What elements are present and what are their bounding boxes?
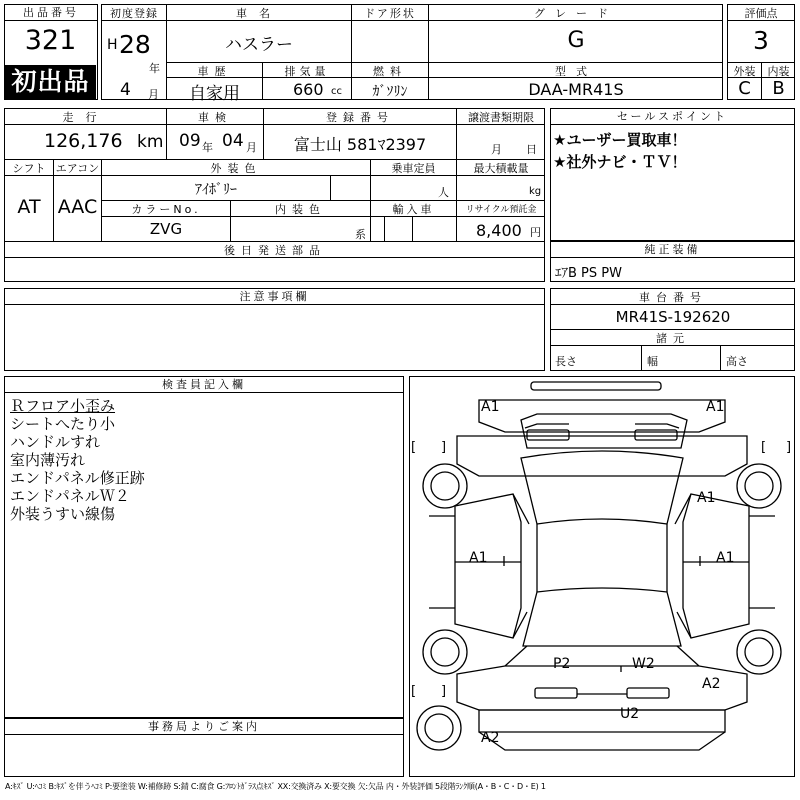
door-label: ドア形状 bbox=[364, 7, 416, 20]
capacity-unit: 人 bbox=[438, 186, 449, 199]
mileage-unit: km bbox=[137, 132, 164, 152]
dims-label: 諸元 bbox=[656, 332, 690, 345]
year-unit: 年 bbox=[149, 62, 160, 75]
ac-label: エアコン bbox=[55, 162, 100, 175]
displacement-value: 660 bbox=[293, 80, 324, 99]
equipment-label: 純正装備 bbox=[551, 242, 794, 258]
shift-label: シフト bbox=[12, 162, 46, 175]
damage-mark-4: A1 bbox=[469, 550, 488, 566]
displacement-label: 排気量 bbox=[284, 65, 330, 78]
damage-mark-8: A2 bbox=[702, 676, 721, 692]
exterior-grade: C bbox=[738, 78, 751, 99]
damage-mark-7: W2 bbox=[632, 656, 655, 672]
recycle-value: 8,400 bbox=[476, 221, 522, 240]
legend-footer: A:ｷｽﾞ U:ﾍｺﾐ B:ｷｽﾞを伴うﾍｺﾐ P:要塗装 W:補修跡 S:錆 C:腐食 G:ﾌﾛﾝﾄｶﾞﾗｽ点ｷｽﾞ XX:交換済み X:要交換 欠:欠品 内・外装評価 5段階ﾗﾝｸ順(A・B・C・D・E) 1 bbox=[5, 782, 546, 791]
inspection-year: 09 bbox=[179, 131, 201, 151]
car-diagram bbox=[409, 376, 795, 777]
history-label: 車歴 bbox=[197, 65, 232, 78]
chassis-label: 車台番号 bbox=[639, 291, 707, 304]
ac-value: AAC bbox=[57, 196, 98, 218]
inspector-line-1: Ｒフロア小歪み bbox=[10, 397, 116, 415]
damage-mark-2: A1 bbox=[706, 399, 725, 415]
transfer-month-unit: 月 bbox=[491, 143, 502, 156]
sales-point-box bbox=[550, 108, 795, 241]
color-no-label: カラーNo. bbox=[131, 203, 201, 216]
mileage-value: 126,176 bbox=[44, 130, 123, 152]
damage-mark-9: U2 bbox=[620, 706, 640, 722]
later-parts-label: 後日発送部品 bbox=[224, 244, 326, 257]
fuel-label: 燃料 bbox=[373, 65, 407, 78]
damage-mark-1: A1 bbox=[481, 399, 500, 415]
shift-value: AT bbox=[17, 196, 41, 218]
inspector-line-4: 室内薄汚れ bbox=[10, 451, 86, 469]
width-label: 幅 bbox=[647, 355, 658, 368]
month-unit: 月 bbox=[148, 88, 159, 101]
first-reg-year: 28 bbox=[119, 30, 151, 59]
first-listing-badge: 初出品 bbox=[5, 65, 96, 99]
bracket-1: [ bbox=[411, 440, 417, 455]
inspector-line-3: ハンドルすれ bbox=[10, 433, 101, 451]
int-color-label: 内装色 bbox=[275, 203, 326, 216]
grade-value: G bbox=[567, 28, 585, 53]
registration-value: 富士山 581ﾏ2397 bbox=[293, 135, 427, 154]
inspector-line-5: エンドパネル修正跡 bbox=[10, 469, 145, 487]
ext-color-value: ｱｲﾎﾞﾘｰ bbox=[195, 182, 237, 198]
inspection-year-unit: 年 bbox=[202, 141, 213, 154]
sales-point-label: セールスポイント bbox=[551, 109, 794, 125]
history-value: 自家用 bbox=[189, 84, 240, 104]
inspector-label: 検査員記入欄 bbox=[5, 377, 403, 393]
recycle-label: リサイクル預託金 bbox=[465, 205, 537, 215]
first-reg-label: 初度登録 bbox=[110, 7, 158, 20]
era: H bbox=[107, 37, 118, 53]
interior-label: 内装 bbox=[767, 65, 790, 78]
transfer-day-unit: 日 bbox=[526, 143, 537, 156]
capacity-label: 乗車定員 bbox=[391, 162, 436, 175]
damage-mark-3: A1 bbox=[697, 490, 716, 506]
score-value: 3 bbox=[753, 26, 769, 55]
exterior-label: 外装 bbox=[733, 65, 756, 78]
grade-label: グレード bbox=[534, 7, 618, 20]
first-reg-month: 4 bbox=[120, 80, 131, 100]
inspector-line-7: 外装うすい線傷 bbox=[10, 505, 116, 523]
inspector-line-2: シートへたり小 bbox=[10, 415, 116, 433]
model-value: DAA-MR41S bbox=[528, 80, 624, 99]
equipment-box bbox=[550, 241, 795, 282]
bracket-2: ] bbox=[441, 440, 447, 455]
lot-number: 321 bbox=[24, 25, 77, 56]
length-label: 長さ bbox=[555, 355, 577, 368]
bracket-4: ] bbox=[786, 440, 792, 455]
interior-grade: B bbox=[772, 78, 785, 99]
registration-label: 登録番号 bbox=[326, 111, 394, 124]
mileage-label: 走行 bbox=[62, 111, 109, 124]
car-name-label: 車名 bbox=[236, 7, 282, 20]
score-label: 評価点 bbox=[744, 7, 778, 20]
bracket-6: ] bbox=[441, 684, 447, 699]
recycle-unit: 円 bbox=[530, 226, 541, 239]
height-label: 高さ bbox=[726, 355, 748, 368]
import-label: 輸入車 bbox=[392, 203, 435, 216]
inspection-month: 04 bbox=[222, 131, 244, 151]
equipment-value: ｴｱB PS PW bbox=[555, 266, 622, 281]
displacement-unit: cc bbox=[331, 86, 342, 97]
ext-color-label: 外装色 bbox=[210, 162, 262, 175]
bracket-3: [ bbox=[761, 440, 767, 455]
inspection-month-unit: 月 bbox=[246, 141, 257, 154]
model-label: 型式 bbox=[555, 65, 597, 78]
damage-mark-6: P2 bbox=[553, 656, 571, 672]
lot-label: 出品番号 bbox=[5, 5, 97, 21]
inspection-label: 車検 bbox=[198, 111, 232, 124]
inspector-line-6: エンドパネルＷ２ bbox=[10, 487, 130, 505]
load-unit: kg bbox=[529, 186, 542, 197]
fuel-value: ｶﾞｿﾘﾝ bbox=[372, 84, 408, 100]
sales-point-2: ★社外ナビ・ＴＶ！ bbox=[553, 153, 687, 171]
office-label: 事務局よりご案内 bbox=[5, 719, 403, 735]
chassis-value: MR41S-192620 bbox=[615, 308, 731, 326]
bracket-5: [ bbox=[411, 684, 417, 699]
damage-mark-10: A2 bbox=[481, 730, 500, 746]
damage-mark-5: A1 bbox=[716, 550, 735, 566]
notes-label: 注意事項欄 bbox=[5, 289, 544, 305]
color-no-value: ZVG bbox=[149, 220, 183, 238]
car-name: ハスラー bbox=[225, 35, 293, 55]
notes-box bbox=[4, 288, 545, 371]
sales-point-1: ★ユーザー買取車！ bbox=[553, 131, 687, 149]
transfer-label: 譲渡書類期限 bbox=[468, 111, 534, 124]
lot-block bbox=[4, 4, 98, 100]
load-label: 最大積載量 bbox=[473, 162, 529, 175]
int-color-suffix: 系 bbox=[355, 228, 366, 241]
office-box bbox=[4, 718, 404, 777]
